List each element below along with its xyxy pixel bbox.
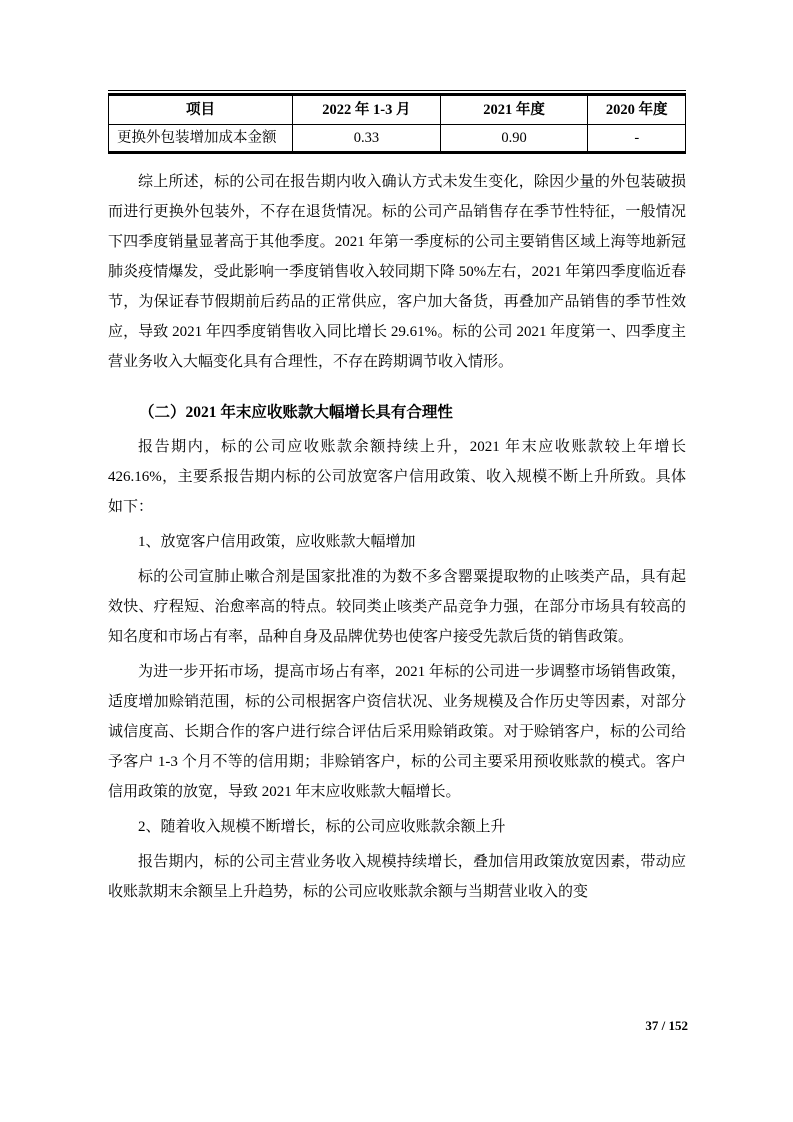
- document-content: [108, 90, 686, 907]
- table-cell-item: 更换外包装增加成本金额: [109, 125, 293, 153]
- page-number: 37 / 152: [645, 1018, 688, 1033]
- table-cell-2020-value: -: [588, 125, 686, 153]
- numbered-item-2-title: 2、随着收入规模不断增长，标的公司应收账款余额上升: [138, 819, 506, 835]
- paragraph-revenue-scale: 报告期内，标的公司主营业务收入规模持续增长，叠加信用政策放宽因素，带动应收账款期末余额呈上升趋势，标的公司应收账款余额与当期营业收入的变: [108, 854, 686, 900]
- paragraph-credit-policy: 为进一步开拓市场，提高市场占有率，2021 年标的公司进一步调整市场销售政策，适度增加赊销范围，标的公司根据客户资信状况、业务规模及合作历史等因素，对部分诚信度高、长期合作的客户进行综合评估后采用赊销政策。对于赊销客户，标的公司给予客户 1-3 个月不等的信用期；非赊销客户，标的公司主要采用预收账款的模式。客户信用政策的放宽，导致 2021 年末应收账款大幅增长。: [108, 664, 686, 800]
- table-header-2021: 2021 年度: [440, 95, 588, 125]
- table-header-item: 项目: [109, 95, 293, 125]
- table-header-row: [109, 95, 686, 125]
- table-header-2020: 2020 年度: [588, 95, 686, 125]
- paragraph-receivables-growth: 报告期内，标的公司应收账款余额持续上升，2021 年末应收账款较上年增长 426.16%，主要系报告期内标的公司放宽客户信用政策、收入规模不断上升所致。具体如下：: [108, 439, 686, 515]
- numbered-item-1-title: 1、放宽客户信用政策，应收账款大幅增加: [138, 534, 416, 550]
- table-cell-2021-value: 0.90: [440, 125, 588, 153]
- table-header-2022: 2022 年 1-3 月: [293, 95, 441, 125]
- table-row: [109, 125, 686, 153]
- table-cell-2022-value: 0.33: [293, 125, 441, 153]
- paragraph-revenue-summary: 综上所述，标的公司在报告期内收入确认方式未发生变化，除因少量的外包装破损而进行更换外包装外，不存在退货情况。标的公司产品销售存在季节性特征，一般情况下四季度销量显著高于其他季度。2021 年第一季度标的公司主要销售区域上海等地新冠肺炎疫情爆发，受此影响一季度销售收入较同期下降 50%左右，2021 年第四季度临近春节，为保证春节假期前后药品的正常供应，客户加大备货，再叠加产品销售的季节性效应，导致 2021 年四季度销售收入同比增长 29.61%。标的公司 2021 年度第一、四季度主营业务收入大幅变化具有合理性，不存在跨期调节收入情形。: [108, 174, 686, 370]
- cost-table: [108, 90, 686, 154]
- paragraph-product-advantage: 标的公司宣肺止嗽合剂是国家批准的为数不多含罂粟提取物的止咳类产品，具有起效快、疗程短、治愈率高的特点。较同类止咳类产品竞争力强，在部分市场具有较高的知名度和市场占有率，品种自身及品牌优势也使客户接受先款后货的销售政策。: [108, 569, 686, 645]
- section-heading-receivables: （二）2021 年末应收账款大幅增长具有合理性: [139, 404, 453, 421]
